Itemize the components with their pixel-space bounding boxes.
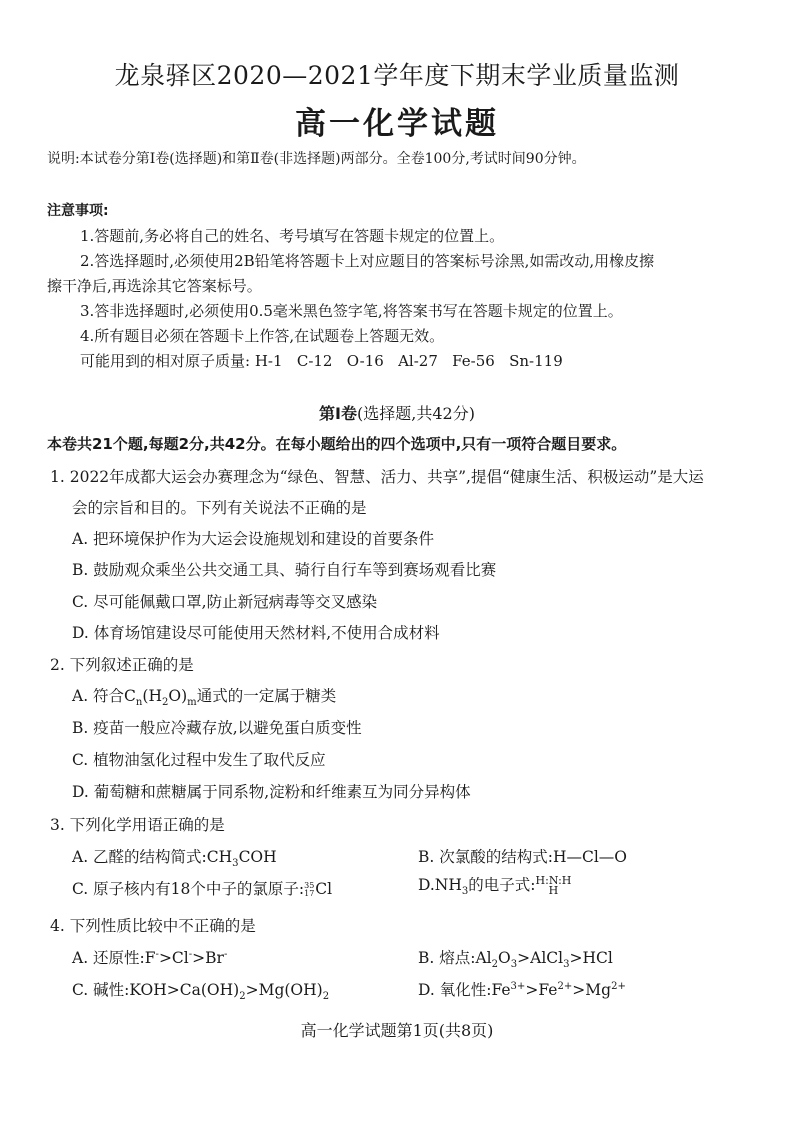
q4-option-d: D. 氧化性$:Fe^{3+}>Fe^{2+}>Mg^{2+}$ [418, 980, 626, 999]
q1-stem-line1: 1. 2022年成都大运会办赛理念为“绿色、智慧、活力、共享”,提倡“健康生活、积极运动”是大运 [50, 468, 704, 486]
q3-option-d: $D.NH_3$的电子式:H:N:H H [418, 874, 572, 898]
exam-title: 龙泉驿区2020—2021学年度下期末学业质量监测 [114, 61, 680, 90]
page-footer: 高一化学试题第1页(共8页) [300, 1021, 494, 1040]
q3-stem: 3. 下列化学用语正确的是 [50, 816, 225, 834]
q2-option-d: D. 葡萄糖和蔗糖属于同系物,淀粉和纤维素互为同分异构体 [72, 783, 471, 801]
q1-option-c: C. 尽可能佩戴口罩,防止新冠病毒等交叉感染 [72, 593, 378, 611]
section-1-title [0, 401, 794, 424]
section-1-title-rest: (选择题,共42分) [357, 404, 475, 423]
atomic-mass-values: H-1 C-12 O-16 Al-27 Fe-56 Sn-119 [254, 352, 563, 370]
q4-option-c: C. 碱性$:KOH>Ca(OH)_2>Mg(OH)_2$ [72, 981, 330, 1003]
atomic-mass-label: 可能用到的相对原子质量: [80, 352, 251, 370]
q4-option-b: B. 熔点$:Al_2O_3>AlCl_3>HCl$ [418, 949, 613, 971]
notice-item-4: 4.所有题目必须在答题卡上作答,在试题卷上答题无效。 [80, 327, 445, 345]
isotope-notation: 35 17 [304, 881, 315, 898]
notice-item-2-line2: 擦干净后,再选涂其它答案标号。 [47, 277, 262, 295]
q3-option-c: C. 原子核内有18个中子的氯原子:35 17Cl [72, 880, 333, 898]
q2-stem: 2. 下列叙述正确的是 [50, 656, 194, 674]
q4-option-a: A. 还原性:F->Cl->Br- [72, 948, 228, 967]
notice-item-1: 1.答题前,务必将自己的姓名、考号填写在答题卡规定的位置上。 [80, 227, 505, 245]
q1-option-d: D. 体育场馆建设尽可能使用天然材料,不使用合成材料 [72, 624, 440, 642]
q1-option-a: A. 把环境保护作为大运会设施规划和建设的首要条件 [72, 530, 435, 548]
q2-option-c: C. 植物油氢化过程中发生了取代反应 [72, 751, 326, 769]
section-1-title-bold: 第Ⅰ卷 [319, 404, 358, 423]
q3-option-a: A. 乙醛的结构简式$:CH_3COH$ [72, 848, 277, 870]
q2-option-b: B. 疫苗一般应冷藏存放,以避免蛋白质变性 [72, 719, 362, 737]
nh3-lewis-structure: H:N:H H [535, 874, 572, 897]
notice-heading: 注意事项: [47, 203, 109, 219]
q3-option-b: B. 次氯酸的结构式:H—Cl—O [418, 848, 628, 866]
q1-option-b: B. 鼓励观众乘坐公共交通工具、骑行自行车等到赛场观看比赛 [72, 561, 497, 579]
q1-stem-line2: 会的宗旨和目的。下列有关说法不正确的是 [72, 499, 367, 517]
notice-item-2-line1: 2.答选择题时,必须使用2B铅笔将答题卡上对应题目的答案标号涂黑,如需改动,用橡皮擦 [80, 252, 655, 270]
q4-stem: 4. 下列性质比较中不正确的是 [50, 917, 256, 935]
atomic-mass-line [80, 350, 563, 371]
exam-note: 说明:本试卷分第Ⅰ卷(选择题)和第Ⅱ卷(非选择题)两部分。全卷100分,考试时间90分钟。 [47, 151, 586, 167]
exam-subtitle: 高一化学试题 [295, 106, 499, 142]
notice-item-3: 3.答非选择题时,必须使用0.5毫米黑色签字笔,将答案书写在答题卡规定的位置上。 [80, 302, 623, 320]
section-1-instruction: 本卷共21个题,每题2分,共42分。在每小题给出的四个选项中,只有一项符合题目要求。 [47, 435, 627, 453]
q2-option-a: A. 符合$C_n(H_2O)_m$通式的一定属于糖类 [72, 687, 337, 709]
